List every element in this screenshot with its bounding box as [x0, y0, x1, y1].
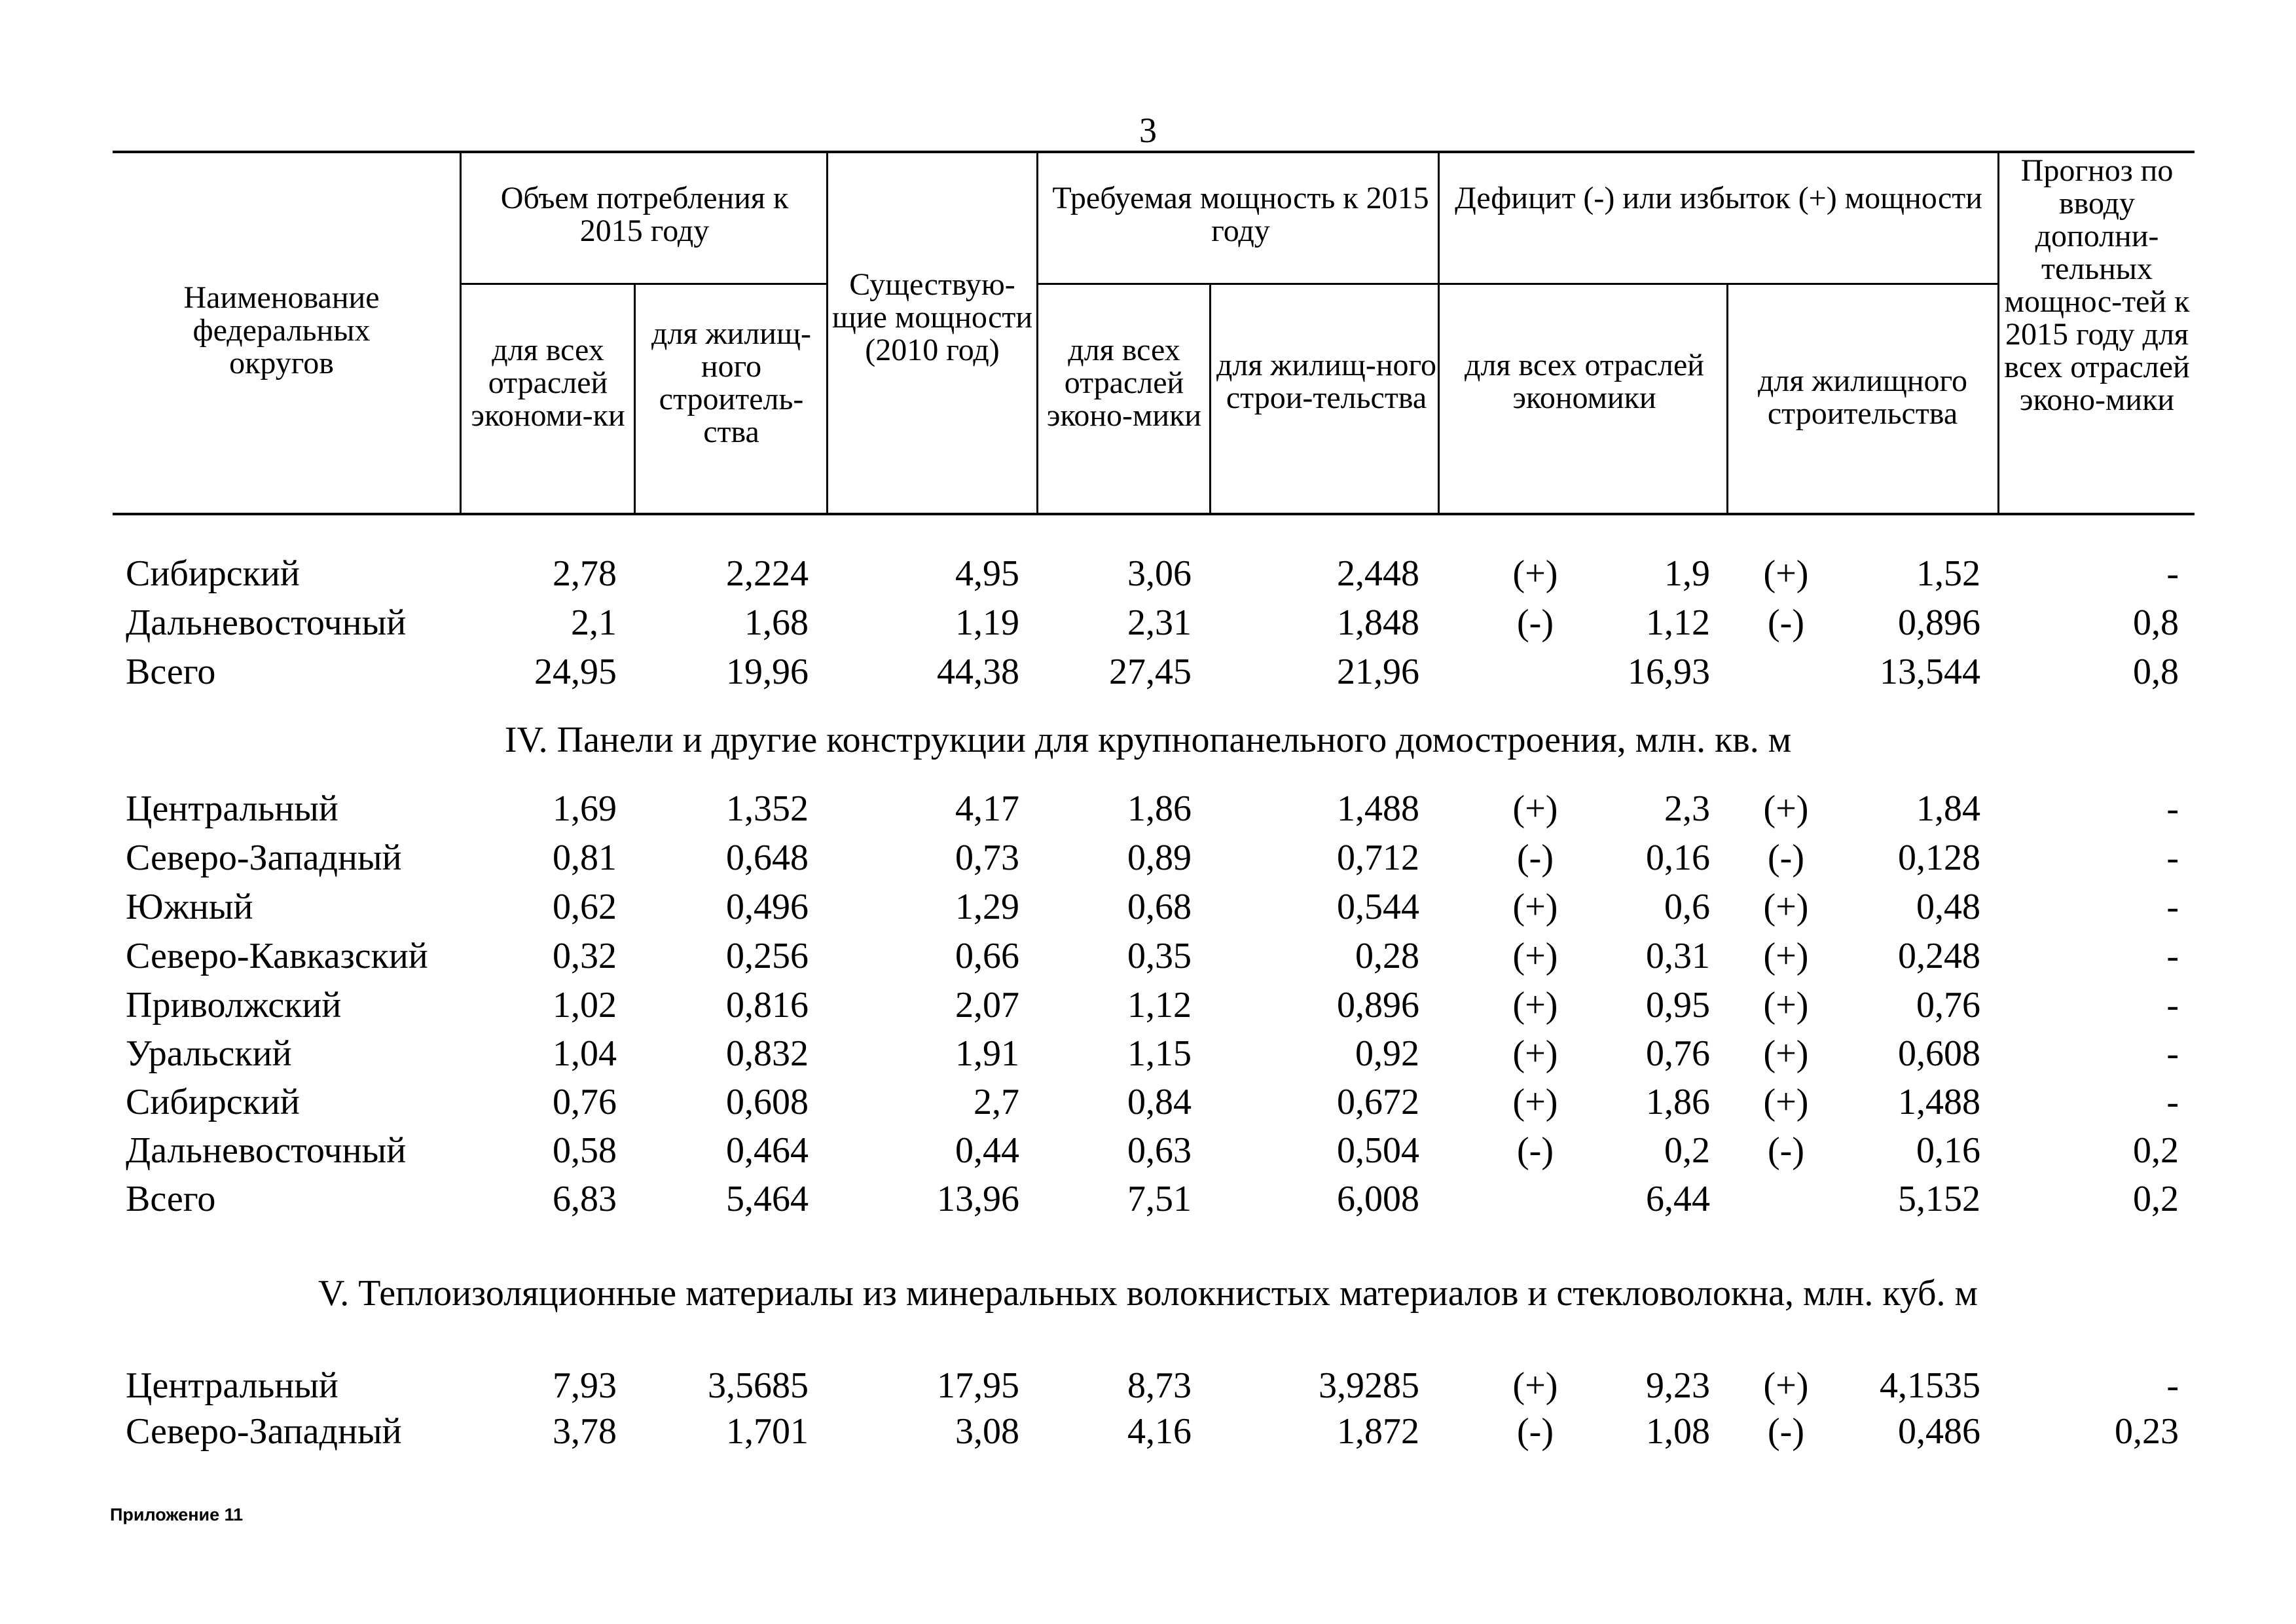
existing-value: 44,38	[937, 652, 1019, 692]
required-all-value: 4,16	[1127, 1411, 1192, 1452]
deficit-housing-sign: (+)	[1763, 1365, 1809, 1406]
deficit-housing-sign: (+)	[1763, 788, 1809, 829]
deficit-all-value: 2,3	[1664, 788, 1710, 829]
divider	[1438, 151, 1440, 514]
forecast-value: -	[2166, 1082, 2179, 1122]
header-federal-districts: Наименование федеральных округов	[183, 280, 380, 380]
divider	[1036, 151, 1038, 514]
consumption-all-value: 0,58	[553, 1130, 617, 1171]
required-all-value: 8,73	[1127, 1365, 1192, 1406]
header-deficit-group: Дефицит (-) или избыток (+) мощности	[1455, 181, 1982, 215]
forecast-value: -	[2166, 887, 2179, 927]
deficit-all-sign: (+)	[1512, 553, 1558, 594]
district-name: Сибирский	[126, 1082, 300, 1122]
district-name: Дальневосточный	[126, 602, 407, 643]
district-name: Южный	[126, 887, 253, 927]
required-all-value: 1,15	[1127, 1033, 1192, 1074]
district-name: Дальневосточный	[126, 1130, 407, 1171]
deficit-all-value: 0,95	[1646, 985, 1710, 1025]
deficit-all-value: 0,16	[1646, 838, 1710, 878]
consumption-housing-value: 0,816	[726, 985, 809, 1025]
required-housing-value: 3,9285	[1319, 1365, 1419, 1406]
deficit-all-value: 1,12	[1646, 602, 1710, 643]
consumption-all-value: 1,69	[553, 788, 617, 829]
required-housing-value: 0,504	[1337, 1130, 1419, 1171]
deficit-housing-value: 13,544	[1880, 652, 1980, 692]
deficit-all-sign: (+)	[1512, 788, 1558, 829]
header-forecast: Прогноз по вводу дополни-тельных мощнос-тей к 2015 году для всех отраслей эконо-мики	[2004, 153, 2190, 417]
deficit-housing-sign: (+)	[1763, 1082, 1809, 1122]
existing-value: 0,73	[955, 838, 1019, 878]
deficit-housing-value: 1,52	[1916, 553, 1980, 594]
deficit-housing-sign: (+)	[1763, 1033, 1809, 1074]
required-housing-value: 21,96	[1337, 652, 1419, 692]
forecast-value: -	[2166, 1033, 2179, 1074]
deficit-all-value: 0,6	[1664, 887, 1710, 927]
forecast-value: -	[2166, 936, 2179, 976]
deficit-all-sign: (-)	[1517, 602, 1554, 643]
deficit-housing-value: 0,76	[1916, 985, 1980, 1025]
divider	[1997, 151, 1999, 514]
consumption-all-value: 24,95	[534, 652, 617, 692]
consumption-all-value: 0,81	[553, 838, 617, 878]
deficit-all-value: 9,23	[1646, 1365, 1710, 1406]
divider	[460, 151, 462, 514]
divider	[1726, 283, 1728, 514]
deficit-all-sign: (+)	[1512, 887, 1558, 927]
required-all-value: 1,12	[1127, 985, 1192, 1025]
existing-value: 1,19	[955, 602, 1019, 643]
forecast-value: 0,8	[2133, 602, 2179, 643]
header-required-group: Требуемая мощность к 2015 году	[1052, 181, 1429, 248]
deficit-housing-value: 0,128	[1898, 838, 1980, 878]
district-name: Северо-Западный	[126, 1411, 402, 1452]
header-consumption-all: для всех отраслей экономи-ки	[471, 333, 625, 433]
required-all-value: 0,63	[1127, 1130, 1192, 1171]
required-all-value: 0,84	[1127, 1082, 1192, 1122]
group-underline-required	[1037, 283, 1438, 285]
deficit-all-value: 1,9	[1664, 553, 1710, 594]
consumption-housing-value: 2,224	[726, 553, 809, 594]
required-all-value: 2,31	[1127, 602, 1192, 643]
consumption-housing-value: 0,832	[726, 1033, 809, 1074]
consumption-housing-value: 0,256	[726, 936, 809, 976]
forecast-value: -	[2166, 788, 2179, 829]
deficit-housing-value: 0,608	[1898, 1033, 1980, 1074]
consumption-all-value: 2,1	[571, 602, 617, 643]
required-housing-value: 1,872	[1337, 1411, 1419, 1452]
deficit-housing-sign: (-)	[1768, 602, 1804, 643]
district-name: Центральный	[126, 1365, 338, 1406]
existing-value: 17,95	[937, 1365, 1019, 1406]
forecast-value: -	[2166, 838, 2179, 878]
required-all-value: 7,51	[1127, 1179, 1192, 1219]
header-deficit-housing: для жилищного строительства	[1757, 363, 1968, 431]
required-all-value: 27,45	[1109, 652, 1192, 692]
consumption-housing-value: 19,96	[726, 652, 809, 692]
forecast-value: -	[2166, 1365, 2179, 1406]
header-required-all: для всех отраслей эконо-мики	[1046, 333, 1202, 433]
required-housing-value: 0,92	[1355, 1033, 1419, 1074]
deficit-all-value: 1,86	[1646, 1082, 1710, 1122]
required-housing-value: 0,896	[1337, 985, 1419, 1025]
divider	[1209, 283, 1211, 514]
existing-value: 0,44	[955, 1130, 1019, 1171]
district-name: Приволжский	[126, 985, 342, 1025]
deficit-housing-value: 1,488	[1898, 1082, 1980, 1122]
consumption-all-value: 0,76	[553, 1082, 617, 1122]
district-name: Всего	[126, 652, 216, 692]
section-title-v: V. Теплоизоляционные материалы из минеральных волокнистых материалов и стекловолокна, млн. куб. м	[318, 1273, 1978, 1314]
required-housing-value: 0,712	[1337, 838, 1419, 878]
consumption-all-value: 1,02	[553, 985, 617, 1025]
header-consumption-housing: для жилищ-ного строитель-ства	[651, 316, 811, 449]
page-number: 3	[1139, 111, 1157, 150]
deficit-housing-value: 0,896	[1898, 602, 1980, 643]
deficit-all-sign: (+)	[1512, 1033, 1558, 1074]
deficit-housing-sign: (+)	[1763, 887, 1809, 927]
deficit-all-value: 16,93	[1628, 652, 1710, 692]
required-housing-value: 1,488	[1337, 788, 1419, 829]
deficit-housing-value: 0,486	[1898, 1411, 1980, 1452]
deficit-housing-sign: (-)	[1768, 1411, 1804, 1452]
deficit-all-value: 0,2	[1664, 1130, 1710, 1171]
header-consumption-group: Объем потребления к 2015 году	[500, 181, 789, 248]
required-all-value: 3,06	[1127, 553, 1192, 594]
header-deficit-all: для всех отраслей экономики	[1465, 348, 1704, 415]
forecast-value: 0,23	[2115, 1411, 2179, 1452]
header-bottom-rule	[113, 513, 2195, 515]
header-required-housing: для жилищ-ного строи-тельства	[1216, 348, 1437, 415]
deficit-all-sign: (+)	[1512, 936, 1558, 976]
forecast-value: -	[2166, 553, 2179, 594]
deficit-all-value: 0,31	[1646, 936, 1710, 976]
deficit-housing-sign: (+)	[1763, 936, 1809, 976]
deficit-all-sign: (-)	[1517, 1411, 1554, 1452]
forecast-value: 0,8	[2133, 652, 2179, 692]
consumption-housing-value: 3,5685	[708, 1365, 809, 1406]
deficit-all-value: 6,44	[1646, 1179, 1710, 1219]
consumption-all-value: 2,78	[553, 553, 617, 594]
header-top-rule	[113, 151, 2195, 153]
consumption-housing-value: 1,701	[726, 1411, 809, 1452]
required-all-value: 1,86	[1127, 788, 1192, 829]
group-underline-consumption	[460, 283, 827, 285]
deficit-housing-value: 0,48	[1916, 887, 1980, 927]
consumption-housing-value: 1,68	[744, 602, 809, 643]
district-name: Северо-Кавказский	[126, 936, 428, 976]
consumption-housing-value: 0,608	[726, 1082, 809, 1122]
existing-value: 4,95	[955, 553, 1019, 594]
existing-value: 13,96	[937, 1179, 1019, 1219]
district-name: Всего	[126, 1179, 216, 1219]
consumption-housing-value: 0,496	[726, 887, 809, 927]
existing-value: 1,91	[955, 1033, 1019, 1074]
section-title-iv: IV. Панели и другие конструкции для крупнопанельного домостроения, млн. кв. м	[504, 720, 1792, 760]
required-all-value: 0,89	[1127, 838, 1192, 878]
deficit-housing-value: 4,1535	[1880, 1365, 1980, 1406]
required-all-value: 0,68	[1127, 887, 1192, 927]
district-name: Северо-Западный	[126, 838, 402, 878]
consumption-all-value: 0,62	[553, 887, 617, 927]
deficit-housing-sign: (-)	[1768, 1130, 1804, 1171]
required-housing-value: 0,544	[1337, 887, 1419, 927]
district-name: Уральский	[126, 1033, 292, 1074]
deficit-housing-value: 0,16	[1916, 1130, 1980, 1171]
divider	[634, 283, 636, 514]
deficit-housing-sign: (+)	[1763, 985, 1809, 1025]
deficit-all-value: 0,76	[1646, 1033, 1710, 1074]
deficit-housing-value: 0,248	[1898, 936, 1980, 976]
existing-value: 1,29	[955, 887, 1019, 927]
divider	[826, 151, 828, 514]
deficit-housing-sign: (-)	[1768, 838, 1804, 878]
deficit-housing-value: 5,152	[1898, 1179, 1980, 1219]
existing-value: 2,07	[955, 985, 1019, 1025]
consumption-all-value: 0,32	[553, 936, 617, 976]
deficit-all-sign: (+)	[1512, 1365, 1558, 1406]
existing-value: 0,66	[955, 936, 1019, 976]
forecast-value: -	[2166, 985, 2179, 1025]
required-housing-value: 0,28	[1355, 936, 1419, 976]
required-housing-value: 0,672	[1337, 1082, 1419, 1122]
required-housing-value: 2,448	[1337, 553, 1419, 594]
forecast-value: 0,2	[2133, 1179, 2179, 1219]
deficit-all-sign: (-)	[1517, 838, 1554, 878]
group-underline-deficit	[1438, 283, 1998, 285]
deficit-all-value: 1,08	[1646, 1411, 1710, 1452]
header-existing: Существую-щие мощности (2010 год)	[831, 267, 1033, 367]
required-housing-value: 1,848	[1337, 602, 1419, 643]
existing-value: 2,7	[974, 1082, 1019, 1122]
deficit-all-sign: (-)	[1517, 1130, 1554, 1171]
forecast-value: 0,2	[2133, 1130, 2179, 1171]
consumption-housing-value: 0,464	[726, 1130, 809, 1171]
existing-value: 3,08	[955, 1411, 1019, 1452]
footer-appendix-note: Приложение 11	[110, 1505, 244, 1524]
deficit-all-sign: (+)	[1512, 985, 1558, 1025]
consumption-all-value: 6,83	[553, 1179, 617, 1219]
district-name: Сибирский	[126, 553, 300, 594]
deficit-housing-value: 1,84	[1916, 788, 1980, 829]
consumption-housing-value: 0,648	[726, 838, 809, 878]
district-name: Центральный	[126, 788, 338, 829]
consumption-all-value: 1,04	[553, 1033, 617, 1074]
consumption-all-value: 3,78	[553, 1411, 617, 1452]
consumption-housing-value: 1,352	[726, 788, 809, 829]
required-housing-value: 6,008	[1337, 1179, 1419, 1219]
existing-value: 4,17	[955, 788, 1019, 829]
consumption-housing-value: 5,464	[726, 1179, 809, 1219]
consumption-all-value: 7,93	[553, 1365, 617, 1406]
deficit-housing-sign: (+)	[1763, 553, 1809, 594]
deficit-all-sign: (+)	[1512, 1082, 1558, 1122]
required-all-value: 0,35	[1127, 936, 1192, 976]
